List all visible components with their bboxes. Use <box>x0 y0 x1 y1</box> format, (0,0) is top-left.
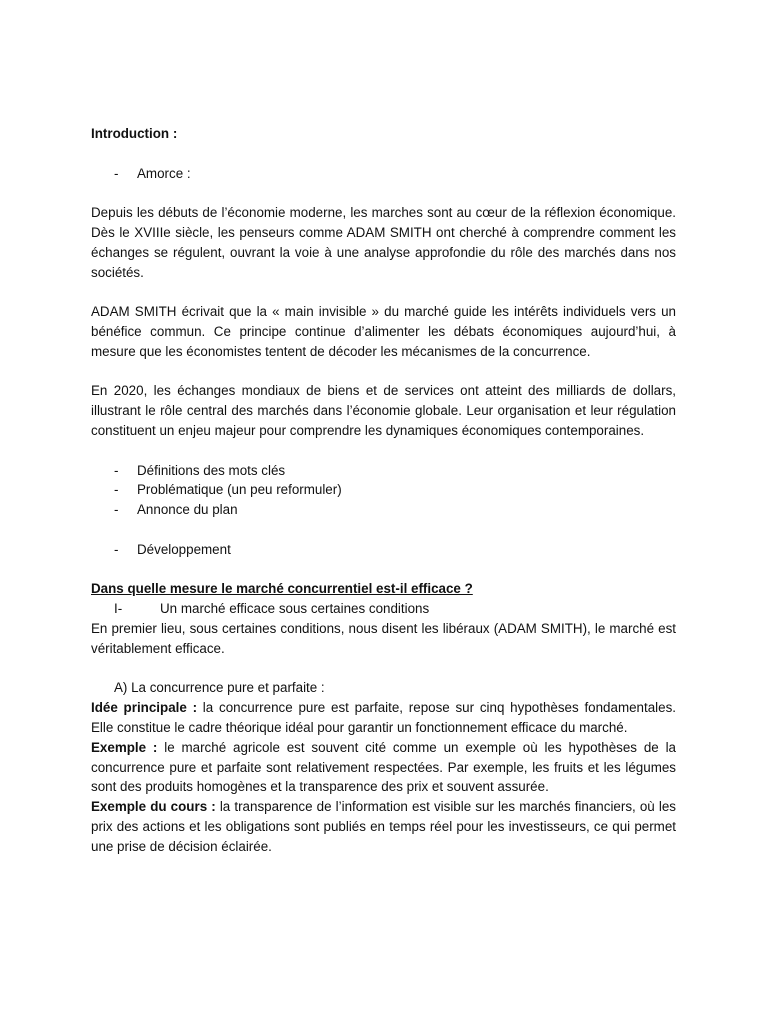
bullet-dash: - <box>114 541 119 557</box>
bullet-dash: - <box>114 462 119 478</box>
exemple-paragraph <box>91 738 676 797</box>
exemple-cours-text: la transparence de l’information est visible sur les marchés financiers, où les prix des actions et les obligations sont publiés en temps réel pour les investisseurs, ce qui permet une prise de décision éclairée. <box>91 799 676 854</box>
intro-paragraph-2: ADAM SMITH écrivait que la « main invisible » du marché guide les intérêts individuels vers un bénéfice commun. Ce principe continue d’alimenter les débats économiques aujourd’hui, à mesure que les économistes tentent de décoder les mécanismes de la concurrence. <box>91 304 676 359</box>
list-item-text: Définitions des mots clés <box>137 462 286 478</box>
idee-principale-text: la concurrence pure est parfaite, repose sur cinq hypothèses fondamentales. Elle constitue le cadre théorique idéal pour garantir un fonctionnement efficace du marché. <box>91 700 677 735</box>
intro-paragraph-1: Depuis les débuts de l’économie moderne, les marches sont au cœur de la réflexion économique. Dès le XVIIIe siècle, les penseurs comme ADAM SMITH ont cherché à comprendre comment les échanges se régulent, ouvrant la voie à une analyse approfondie du rôle des marchés dans nos sociétés. <box>91 205 676 280</box>
idee-principale-paragraph <box>91 698 676 738</box>
developpement-label: Développement <box>137 541 231 557</box>
list-item <box>91 500 676 520</box>
bullet-dash: - <box>114 165 119 181</box>
bullet-dash: - <box>114 482 119 498</box>
exemple-label: Exemple : <box>91 739 158 755</box>
developpement-item <box>91 540 676 560</box>
part-1-heading <box>114 599 676 619</box>
part-1-intro: En premier lieu, sous certaines conditions, nous disent les libéraux (ADAM SMITH), le marché est véritablement efficace. <box>91 620 676 656</box>
intro-paragraph-3: En 2020, les échanges mondiaux de biens et de services ont atteint des milliards de dollars, illustrant le rôle central des marchés dans l’économie globale. Leur organisation et leur régulation constituent un enjeu majeur pour comprendre les dynamiques économiques contemporaines. <box>91 383 676 438</box>
list-item-text: Annonce du plan <box>137 502 238 518</box>
amorce-item <box>91 164 676 184</box>
subsection-a-heading: A) La concurrence pure et parfaite : <box>114 680 325 696</box>
exemple-cours-label: Exemple du cours : <box>91 799 216 815</box>
problematique-question: Dans quelle mesure le marché concurrentiel est-il efficace ? <box>91 581 473 597</box>
part-1-title: Un marché efficace sous certaines conditions <box>160 601 430 617</box>
amorce-label: Amorce : <box>137 165 191 181</box>
exemple-text: le marché agricole est souvent cité comme un exemple où les hypothèses de la concurrence pure et parfaite sont relativement respectées. Par exemple, les fruits et les légumes sont des produits homogènes et la transparence des prix et souvent assurée. <box>91 739 676 795</box>
intro-heading: Introduction : <box>91 126 178 141</box>
list-item <box>91 461 676 481</box>
document-body <box>91 124 676 856</box>
list-item <box>91 480 676 500</box>
idee-principale-label: Idée principale : <box>91 700 198 716</box>
exemple-cours-paragraph <box>91 797 676 856</box>
list-item-text: Problématique (un peu reformuler) <box>137 482 342 498</box>
part-1-number: I- <box>114 601 123 617</box>
bullet-dash: - <box>114 502 119 518</box>
